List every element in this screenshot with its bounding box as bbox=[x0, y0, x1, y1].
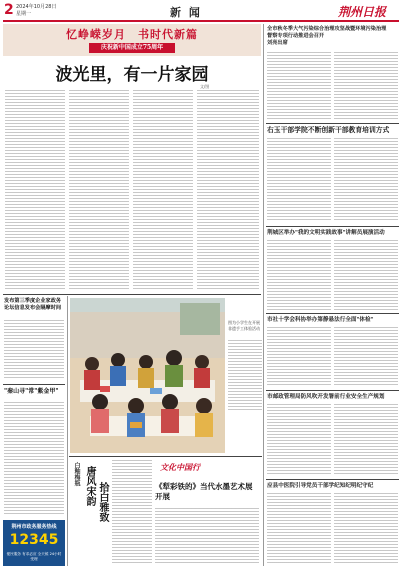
right-headline-3: 荆城区举办"我的文明实践故事"讲解员展演活动 bbox=[267, 230, 385, 236]
right-headline-1-line3: 刘亮出席 bbox=[267, 40, 288, 46]
lead-body-col-4 bbox=[197, 90, 259, 290]
hotline-label: 荆州市政务服务热线 bbox=[11, 524, 57, 530]
lead-headline: 波光里，有一片家园 bbox=[55, 65, 209, 85]
edition-line: 星期一 bbox=[16, 11, 32, 17]
hotline-box bbox=[3, 520, 65, 566]
right-body-4a bbox=[267, 327, 331, 387]
right-body-6a bbox=[267, 493, 331, 565]
right-headline-2: 右玉干部学院不断创新干部教育培训方式 bbox=[267, 126, 390, 134]
right-headline-1-line2: 督察专项行动推进会召开 bbox=[267, 33, 325, 39]
banner bbox=[3, 24, 261, 56]
culture-column-title: 文化中国行 bbox=[160, 462, 200, 472]
hotline-note: 便民服务 有求必应 全天候 24小时受理 bbox=[6, 552, 62, 561]
paper-name: 荆州日报 bbox=[338, 5, 387, 19]
news-photo bbox=[70, 298, 225, 453]
vertical-headline-3: 白釉梅瓶 bbox=[73, 462, 80, 486]
culture-headline: 《犁彩铁的》当代水墨艺术展开展 bbox=[155, 482, 253, 501]
banner-subtitle: 庆祝新中国成立75周年 bbox=[89, 43, 175, 53]
right-headline-1 bbox=[267, 26, 399, 47]
right-body-3b bbox=[334, 240, 398, 310]
right-body-5a bbox=[267, 404, 331, 476]
culture-body-left bbox=[112, 460, 152, 564]
photo-caption-body bbox=[228, 340, 262, 410]
left-body-2 bbox=[4, 402, 64, 514]
right-body-4b bbox=[334, 327, 398, 387]
right-body-2a bbox=[267, 138, 331, 222]
date-line: 2024年10月28日 bbox=[16, 4, 57, 10]
right-body-3a bbox=[267, 240, 331, 310]
left-body-1 bbox=[4, 320, 64, 380]
page-number: 2 bbox=[4, 2, 14, 18]
section-title: 新 闻 bbox=[170, 6, 202, 19]
lead-body-col-1 bbox=[5, 90, 65, 290]
photo-caption-text: 图为小学生在开展非遗手工体验活动 bbox=[228, 320, 260, 331]
right-body-5b bbox=[334, 404, 398, 476]
right-headline-6: 应县中医院引导党员干部学纪知纪明纪守纪 bbox=[267, 483, 374, 489]
vertical-headline-1: 唐风宋韵 bbox=[84, 466, 95, 506]
culture-body-right bbox=[155, 508, 259, 564]
right-headline-5: 市邮政管理局防风吹开发署前行业安全生产规划 bbox=[267, 394, 385, 400]
classroom-photo bbox=[70, 298, 225, 453]
left-headline-1: 发布第三季度企业家政务论坛信息发布会隔摩时间 bbox=[4, 298, 62, 311]
lead-body-col-3 bbox=[133, 90, 193, 290]
hotline-number: 12345 bbox=[9, 532, 59, 548]
banner-title: 忆峥嵘岁月 书时代新篇 bbox=[66, 28, 198, 41]
vertical-headline-block bbox=[70, 460, 110, 564]
lead-byline: 文/图 bbox=[200, 84, 210, 89]
vertical-headline-2: 拾白雅致 bbox=[97, 482, 108, 522]
left-headline-2: "秦山寻"常"紫金甲" bbox=[4, 388, 59, 395]
right-body-1a bbox=[267, 52, 331, 120]
right-body-6b bbox=[334, 493, 398, 565]
header-rule bbox=[3, 20, 399, 22]
right-body-2b bbox=[334, 138, 398, 222]
right-headline-4: 市社十学会科协举办第静悬法行全面"体检" bbox=[267, 317, 374, 323]
photo-caption bbox=[228, 320, 262, 332]
lead-body-col-2 bbox=[69, 90, 129, 290]
right-headline-1-line1: 全市秋冬季大气污染综合治理攻坚战暨环境污染治理 bbox=[267, 26, 387, 32]
right-body-1b bbox=[334, 52, 398, 120]
